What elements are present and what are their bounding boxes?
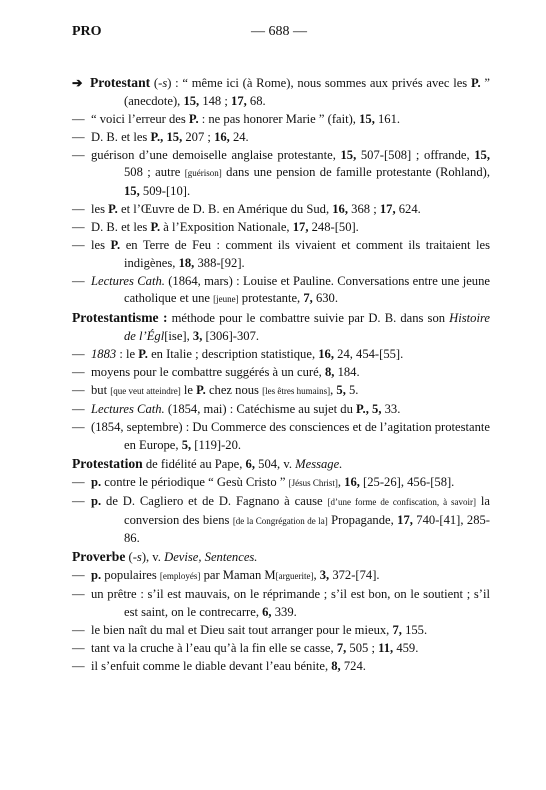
entry-text: dans une pension de famille protestante (Rohland), xyxy=(221,165,490,180)
index-sub-entry xyxy=(72,640,490,658)
volume-number: 16, xyxy=(214,129,230,144)
abbreviation: p. xyxy=(91,494,102,508)
entry-text: méthode pour le combattre suivie par D. B. dans son xyxy=(167,311,450,326)
volume-number: 17, xyxy=(292,219,309,234)
entry-text: à l’Exposition Nationale, xyxy=(160,219,293,234)
index-sub-entry xyxy=(72,129,490,147)
abbreviation: P. xyxy=(196,383,206,398)
entry-text: les xyxy=(91,238,111,253)
volume-number: 5, xyxy=(336,383,346,398)
index-headword-entry xyxy=(72,548,490,567)
volume-number: 15, xyxy=(124,183,140,198)
dash-marker: — xyxy=(72,420,85,435)
volume-number: 16, xyxy=(344,474,360,489)
abbreviation: P. xyxy=(110,238,121,253)
abbreviation: p. xyxy=(91,568,102,583)
entry-text: [ise], xyxy=(164,328,193,343)
abbreviation: P. xyxy=(150,219,161,234)
italic-text: s xyxy=(162,76,168,90)
dash-marker: — xyxy=(72,622,85,637)
italic-text: s xyxy=(136,550,142,565)
index-sub-entry xyxy=(72,419,490,454)
index-entries xyxy=(72,74,490,676)
italic-text: 1883 xyxy=(91,346,117,361)
headword: Protestation xyxy=(72,455,143,471)
dash-marker: — xyxy=(72,568,85,583)
entry-text: les xyxy=(91,201,109,216)
entry-text: 207 ; xyxy=(182,129,215,144)
volume-number: 8, xyxy=(331,659,341,674)
entry-text: protestante, xyxy=(238,291,304,306)
index-sub-entry xyxy=(72,401,490,419)
volume-number: 11, xyxy=(378,640,394,655)
volume-number: 16, xyxy=(332,201,348,216)
entry-text: contre le périodique “ Gesù Cristo ” xyxy=(101,474,289,489)
entry-text: 508 ; autre xyxy=(124,165,185,180)
page-header xyxy=(72,24,486,42)
entry-text: 624. xyxy=(395,201,421,216)
entry-text: 459. xyxy=(393,640,419,655)
index-sub-entry xyxy=(72,622,490,640)
volume-number: 7, xyxy=(303,291,313,306)
entry-text: 368 ; xyxy=(348,201,380,216)
entry-text: de fidélité au Pape, xyxy=(142,456,246,471)
entry-text: 148 ; xyxy=(199,93,232,108)
entry-text: guérison d’une demoiselle anglaise protestante, xyxy=(91,147,341,162)
entry-text: 507-[508] ; offrande, xyxy=(356,147,475,162)
entry-text: , xyxy=(313,568,320,583)
dash-marker: — xyxy=(72,201,85,216)
index-sub-entry xyxy=(72,219,490,237)
entry-text: 505 ; xyxy=(346,640,379,655)
editorial-note: [arguerite] xyxy=(275,571,314,582)
index-sub-entry xyxy=(72,474,490,493)
italic-text: Lectures Cath. xyxy=(91,402,165,417)
entry-text: en Italie ; description statistique, xyxy=(147,346,319,361)
abbreviation: P., xyxy=(356,402,369,417)
volume-number: 6, xyxy=(245,456,255,471)
entry-text: (1854, mai) : Catéchisme au sujet du xyxy=(164,402,357,417)
entry-text: le bien naît du mal et Dieu sait tout arranger pour le mieux, xyxy=(91,622,393,637)
entry-text: 24, 454-[55]. xyxy=(334,346,404,361)
index-sub-entry xyxy=(72,586,490,621)
volume-number: 7, xyxy=(392,622,402,637)
abbreviation: P. xyxy=(188,111,199,126)
volume-number: 18, xyxy=(178,255,195,270)
italic-text: Histoire de l’Égl xyxy=(124,311,490,343)
index-sub-entry xyxy=(72,658,490,676)
entry-text: , xyxy=(337,474,345,489)
arrow-right-icon: ➔ xyxy=(72,76,83,90)
entry-text: : le xyxy=(116,346,139,361)
entry-text: (- xyxy=(150,76,163,90)
index-sub-entry xyxy=(72,493,490,548)
editorial-note: [Jésus Christ] xyxy=(288,477,338,488)
entry-text: 504, v. xyxy=(255,456,296,471)
dash-marker: — xyxy=(72,273,85,288)
entry-text: populaires xyxy=(101,568,160,583)
volume-number: 15, xyxy=(183,93,200,108)
entry-text: 248-[50]. xyxy=(308,219,359,234)
entry-text: en Terre de Feu : comment ils vivaient et comment ils traitaient les indigènes, xyxy=(120,238,491,270)
entry-text: [25-26], 456-[58]. xyxy=(359,474,455,489)
entry-text: 5. xyxy=(345,383,359,398)
volume-number: 7, xyxy=(336,640,347,655)
entry-text: Propagande, xyxy=(327,512,398,527)
entry-text: ” (anecdote), xyxy=(124,76,490,108)
entry-text: chez nous xyxy=(205,383,263,398)
editorial-note: [de la Congrégation de la] xyxy=(232,515,328,526)
entry-text: : ne pas honorer Marie ” (fait), xyxy=(198,111,360,126)
index-sub-entry xyxy=(72,273,490,309)
dash-marker: — xyxy=(72,494,85,508)
volume-number: 15, xyxy=(474,147,490,162)
entry-text: 155. xyxy=(401,622,428,637)
running-head: PRO xyxy=(72,24,102,39)
volume-number: 3, xyxy=(192,328,203,343)
entry-text: 33. xyxy=(381,402,401,417)
dash-marker: — xyxy=(72,219,85,234)
entry-text: ) : “ même ici (à Rome), nous sommes aux privés avec les xyxy=(167,76,471,90)
index-headword-entry xyxy=(72,455,490,474)
dash-marker: — xyxy=(72,364,85,379)
headword: Proverbe xyxy=(72,549,126,565)
entry-text: ), v. xyxy=(141,550,165,565)
dash-marker: — xyxy=(72,659,85,674)
entry-text: de D. Cagliero et de D. Fagnano à cause xyxy=(101,494,328,508)
entry-text: 630. xyxy=(312,291,338,306)
abbreviation: P. xyxy=(138,346,148,361)
volume-number: 15, xyxy=(359,111,375,126)
index-sub-entry xyxy=(72,201,490,219)
volume-number: 17, xyxy=(397,512,413,527)
index-sub-entry xyxy=(72,237,490,272)
entry-text: [119]-20. xyxy=(191,437,242,452)
dash-marker: — xyxy=(72,129,85,144)
entry-text: par Maman M xyxy=(200,568,276,583)
entry-text: D. B. et les xyxy=(91,219,151,234)
entry-text: tant va la cruche à l’eau qu’à la fin elle se casse, xyxy=(91,640,337,655)
index-sub-entry xyxy=(72,364,490,382)
entry-text: 24. xyxy=(229,129,249,144)
entry-text: 724. xyxy=(340,659,366,674)
dash-marker: — xyxy=(72,238,85,253)
entry-text: (1864, mars) : Louise et Pauline. Conversations entre une jeune catholique et une xyxy=(124,273,490,306)
volume-number: 17, xyxy=(231,93,247,108)
entry-text: la conversion des biens xyxy=(124,494,490,527)
volume-number: 16, xyxy=(318,346,334,361)
dash-marker: — xyxy=(72,587,85,602)
dash-marker: — xyxy=(72,640,85,655)
entry-text: D. B. et les xyxy=(91,129,151,144)
index-headword-entry xyxy=(72,74,490,110)
entry-text: 372-[74]. xyxy=(329,568,380,583)
entry-text: 68. xyxy=(246,93,266,108)
index-sub-entry xyxy=(72,382,490,401)
italic-text: Devise, Sentences. xyxy=(164,550,258,565)
entry-text: un prêtre : s’il est mauvais, on le réprimande ; s’il est bon, on le soutient ; s’il est saint, on le contrecarre, xyxy=(91,587,490,619)
abbreviation: P., xyxy=(150,129,164,144)
dash-marker: — xyxy=(72,383,85,398)
entry-text: but xyxy=(91,383,111,398)
entry-text: (1854, septembre) : Du Commerce des consciences et de l’agitation protestante en Europe, xyxy=(91,420,491,452)
entry-text: 184. xyxy=(334,364,360,379)
dash-marker: — xyxy=(72,402,85,417)
index-headword-entry xyxy=(72,309,490,345)
index-sub-entry xyxy=(72,567,490,586)
entry-text: 740-[41], 285-86. xyxy=(124,512,490,545)
editorial-note: [d’une forme de confiscation, à savoir] xyxy=(327,497,477,507)
volume-number: 3, xyxy=(319,568,330,583)
volume-number: 6, xyxy=(262,604,272,619)
entry-text: moyens pour le combattre suggérés à un curé, xyxy=(91,364,325,379)
entry-text: 339. xyxy=(271,604,297,619)
abbreviation: P. xyxy=(108,201,118,216)
volume-number: 5, xyxy=(372,402,382,417)
headword: Protestantisme : xyxy=(72,310,168,326)
index-sub-entry xyxy=(72,147,490,201)
entry-text: , xyxy=(330,383,337,398)
volume-number: 5, xyxy=(181,437,192,452)
abbreviation: P. xyxy=(470,76,481,90)
entry-text: il s’enfuit comme le diable devant l’eau bénite, xyxy=(91,659,332,674)
editorial-note: [guérison] xyxy=(184,168,222,179)
editorial-note: [que veut atteindre] xyxy=(110,386,181,397)
entry-text: 509-[10]. xyxy=(139,183,191,198)
headword: Protestant xyxy=(90,75,151,90)
dash-marker: — xyxy=(72,474,85,489)
volume-number: 15, xyxy=(166,129,183,144)
editorial-note: [jeune] xyxy=(213,294,239,305)
entry-text: 161. xyxy=(374,111,401,126)
index-sub-entry xyxy=(72,346,490,364)
volume-number: 17, xyxy=(379,201,396,216)
entry-text: et l’Œuvre de D. B. en Amérique du Sud, xyxy=(117,201,333,216)
abbreviation: p. xyxy=(91,474,102,489)
volume-number: 15, xyxy=(340,147,357,162)
entry-text: le xyxy=(180,383,197,398)
dash-marker: — xyxy=(72,346,85,361)
index-sub-entry xyxy=(72,111,490,129)
dash-marker: — xyxy=(72,111,85,126)
editorial-note: [employés] xyxy=(159,571,201,582)
volume-number: 8, xyxy=(324,364,335,379)
page-number: — 688 — xyxy=(251,24,307,39)
entry-text: “ voici l’erreur des xyxy=(91,111,189,126)
editorial-note: [les êtres humains] xyxy=(262,386,331,397)
italic-text: Message. xyxy=(295,456,343,471)
italic-text: Lectures Cath. xyxy=(91,273,165,288)
entry-text: 388-[92]. xyxy=(194,255,245,270)
entry-text: [306]-307. xyxy=(202,328,260,343)
entry-text: (- xyxy=(125,550,137,565)
dash-marker: — xyxy=(72,147,85,162)
